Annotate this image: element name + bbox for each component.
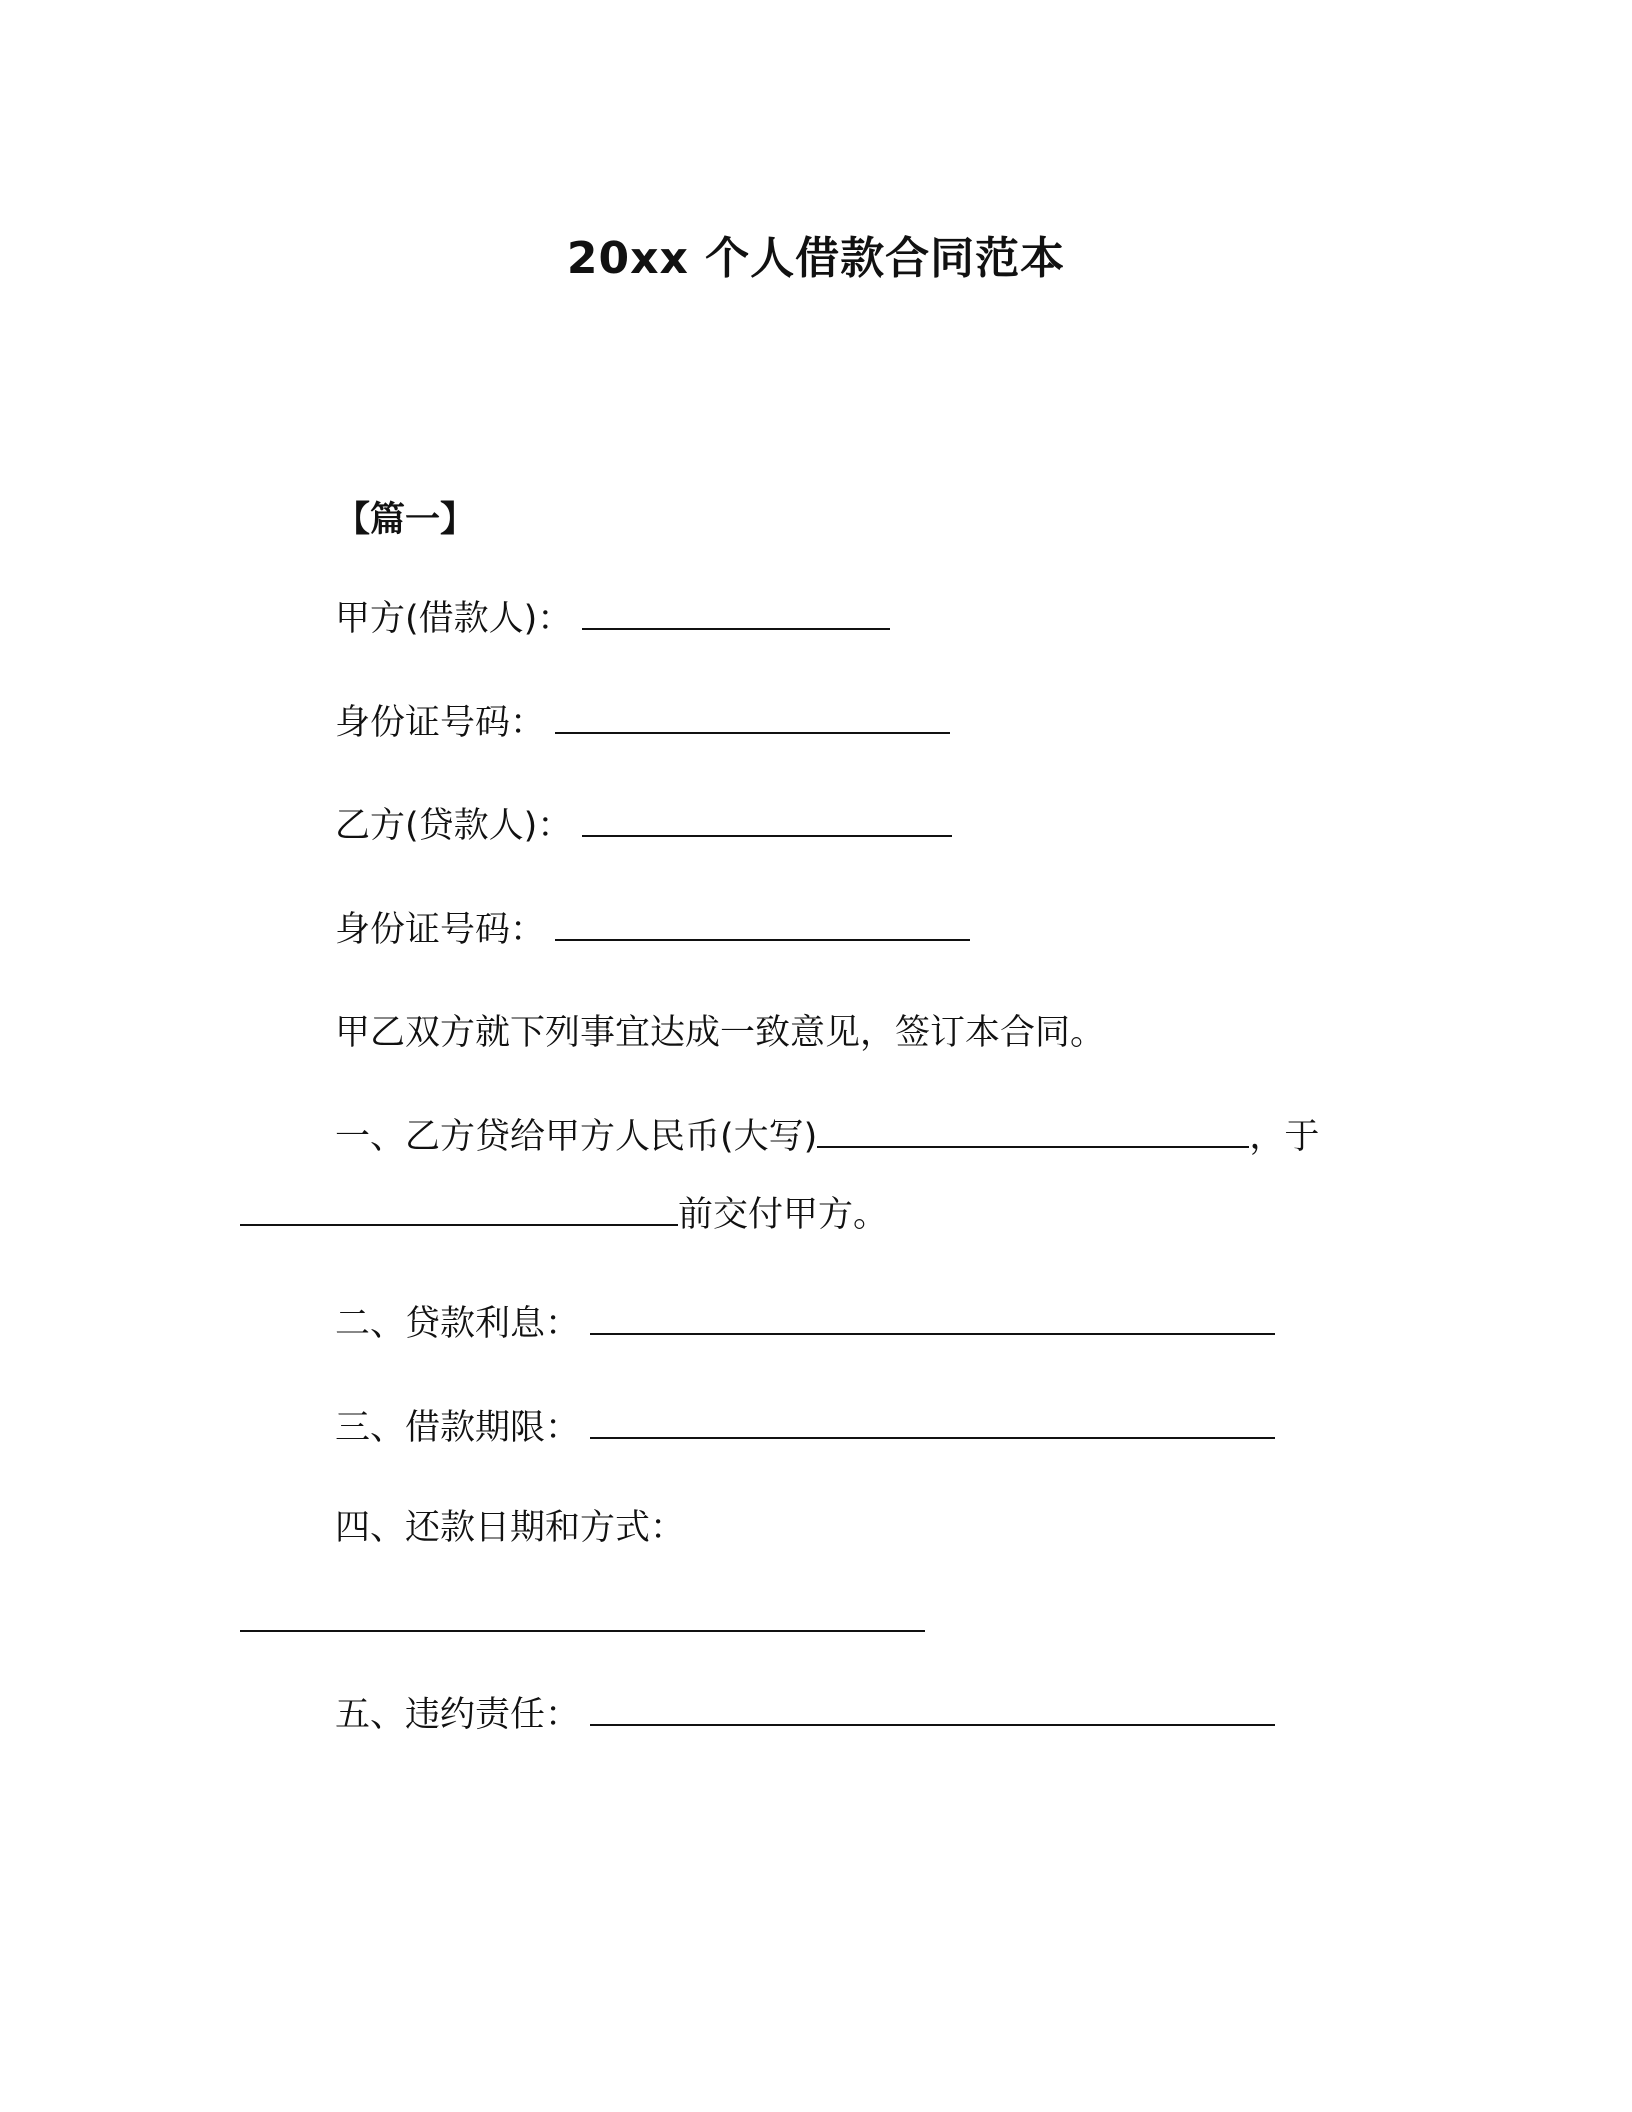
clause-1-mid: ，于 <box>1249 1117 1320 1157</box>
party-a-blank[interactable] <box>582 598 890 630</box>
clause-3-row <box>335 1406 1275 1450</box>
clause-2-row <box>335 1302 1275 1346</box>
clause-1-suffix: 前交付甲方。 <box>678 1195 889 1235</box>
party-b-id-label: 身份证号码： <box>335 910 546 950</box>
party-a-id-row <box>335 701 950 745</box>
clause-2-blank[interactable] <box>590 1303 1275 1335</box>
party-b-id-row <box>335 908 970 952</box>
clause-4-blank[interactable] <box>240 1630 925 1632</box>
clause-1-date-blank[interactable] <box>240 1194 678 1226</box>
party-a-id-label: 身份证号码： <box>335 703 546 743</box>
party-a-row <box>335 597 890 641</box>
section-heading: 【篇一】 <box>335 500 476 540</box>
clause-3-blank[interactable] <box>590 1407 1275 1439</box>
agreement-sentence: 甲乙双方就下列事宜达成一致意见，签订本合同。 <box>335 1013 1106 1053</box>
party-b-label: 乙方(贷款人)： <box>335 806 573 846</box>
clause-4-label: 四、还款日期和方式： <box>335 1508 686 1548</box>
clause-1-prefix: 一、乙方贷给甲方人民币(大写) <box>335 1117 818 1157</box>
document-title: 20xx 个人借款合同范本 <box>566 233 1066 284</box>
clause-5-blank[interactable] <box>590 1694 1275 1726</box>
party-b-blank[interactable] <box>582 805 952 837</box>
clause-5-row <box>335 1693 1275 1737</box>
clause-1-amount-blank[interactable] <box>817 1116 1249 1148</box>
clause-1-continuation-row <box>240 1193 888 1237</box>
clause-2-label: 二、贷款利息： <box>335 1304 581 1344</box>
clause-1-row <box>335 1115 1319 1159</box>
party-b-row <box>335 804 952 848</box>
clause-3-label: 三、借款期限： <box>335 1408 581 1448</box>
party-a-id-blank[interactable] <box>555 702 950 734</box>
clause-5-label: 五、违约责任： <box>335 1695 581 1735</box>
party-a-label: 甲方(借款人)： <box>335 599 573 639</box>
party-b-id-blank[interactable] <box>555 909 970 941</box>
